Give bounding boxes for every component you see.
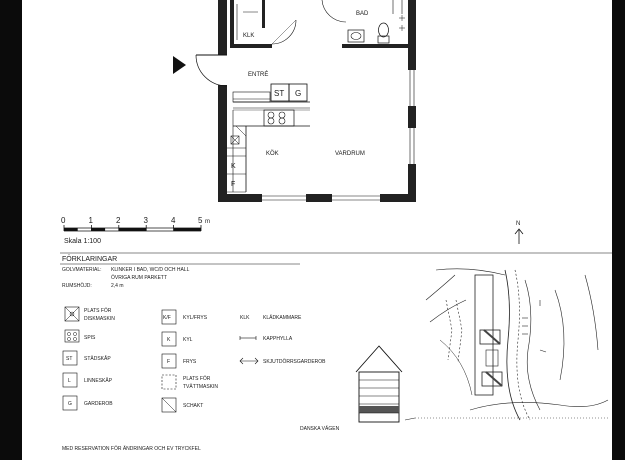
legend-garderob: GARDEROB	[84, 401, 113, 407]
north-label: N	[516, 221, 521, 227]
west-wall	[218, 0, 227, 200]
rumshojd-value: 2,4 m	[111, 283, 124, 289]
legend-klk-symbol: KLK	[240, 315, 250, 321]
legend-kylfrys: KYL/FRYS	[183, 315, 208, 321]
golv-label: GOLVMATERIAL:	[62, 267, 102, 273]
legend-spis: SPIS	[84, 335, 96, 341]
scale-tick-2: 2	[116, 216, 121, 225]
entrance-arrow-icon	[173, 56, 186, 74]
scale-unit: m	[205, 219, 210, 225]
legend-stadskap: STÄDSKÅP	[84, 356, 111, 362]
legend	[60, 253, 612, 412]
legend-tvatt-l1: PLATS FÖR	[183, 376, 211, 382]
kitchen-f-symbol: F	[231, 181, 236, 188]
floor-plan	[196, 0, 416, 202]
golv-line2: ÖVRIGA RUM PARKETT	[111, 275, 168, 281]
sliding-door-symbol-icon	[240, 358, 258, 364]
legend-tvatt-l2: TVÄTTMASKIN	[183, 384, 219, 390]
scale-tick-4: 4	[171, 216, 176, 225]
site-street-label: DANSKA VÄGEN	[300, 426, 340, 432]
wardrobe-st-symbol: ST	[274, 89, 285, 98]
legend-kf-symbol: K/F	[163, 315, 171, 321]
scale-tick-5: 5	[198, 216, 203, 225]
legend-title: FÖRKLARINGAR	[62, 256, 118, 263]
legend-kladkammare: KLÄDKAMMARE	[263, 315, 302, 321]
kitchen-k-symbol: K	[231, 163, 236, 170]
washer-symbol-icon	[162, 375, 176, 389]
legend-skjut: SKJUTDÖRRSGARDEROB	[263, 359, 326, 365]
scale-label: Skala 1:100	[64, 238, 101, 245]
scale-tick-0: 0	[61, 216, 66, 225]
scale-tick-1: 1	[88, 216, 93, 225]
legend-linneskap: LINNESKÅP	[84, 378, 113, 384]
legend-kyl: KYL	[183, 337, 193, 343]
wardrobe-g-symbol: G	[295, 89, 302, 98]
room-label-klk: KLK	[243, 33, 255, 39]
legend-disk-l2: DISKMASKIN	[84, 316, 115, 322]
room-label-kok: KÖK	[266, 151, 279, 157]
legend-f-symbol: F	[167, 359, 171, 365]
legend-schakt: SCHAKT	[183, 403, 204, 409]
legend-k-symbol: K	[167, 337, 171, 343]
site-map	[405, 269, 610, 420]
south-wall	[218, 194, 416, 202]
golv-line1: KLINKER I BAD, WC/D OCH HALL	[111, 267, 190, 273]
scale-tick-3: 3	[143, 216, 148, 225]
room-label-entre: ENTRÉ	[248, 72, 269, 78]
room-label-bad: BAD	[356, 11, 369, 17]
rumshojd-label: RUMSHÖJD:	[62, 283, 92, 289]
disclaimer-footer: MED RESERVATION FÖR ÄNDRINGAR OCH EV TRYCKFEL	[62, 446, 201, 452]
legend-l-symbol: L	[68, 378, 71, 384]
building-elevation-icon	[356, 346, 402, 422]
north-arrow	[515, 221, 523, 244]
legend-frys: FRYS	[183, 359, 197, 365]
legend-st-symbol: ST	[66, 356, 73, 362]
legend-g-symbol: G	[68, 401, 72, 407]
scale-bar	[61, 216, 210, 245]
legend-kapphylla: KAPPHYLLA	[263, 336, 293, 342]
legend-disk-l1: PLATS FÖR	[84, 308, 112, 314]
stove-symbol-icon	[65, 330, 79, 342]
room-label-vardrum: VARDRUM	[335, 151, 365, 157]
